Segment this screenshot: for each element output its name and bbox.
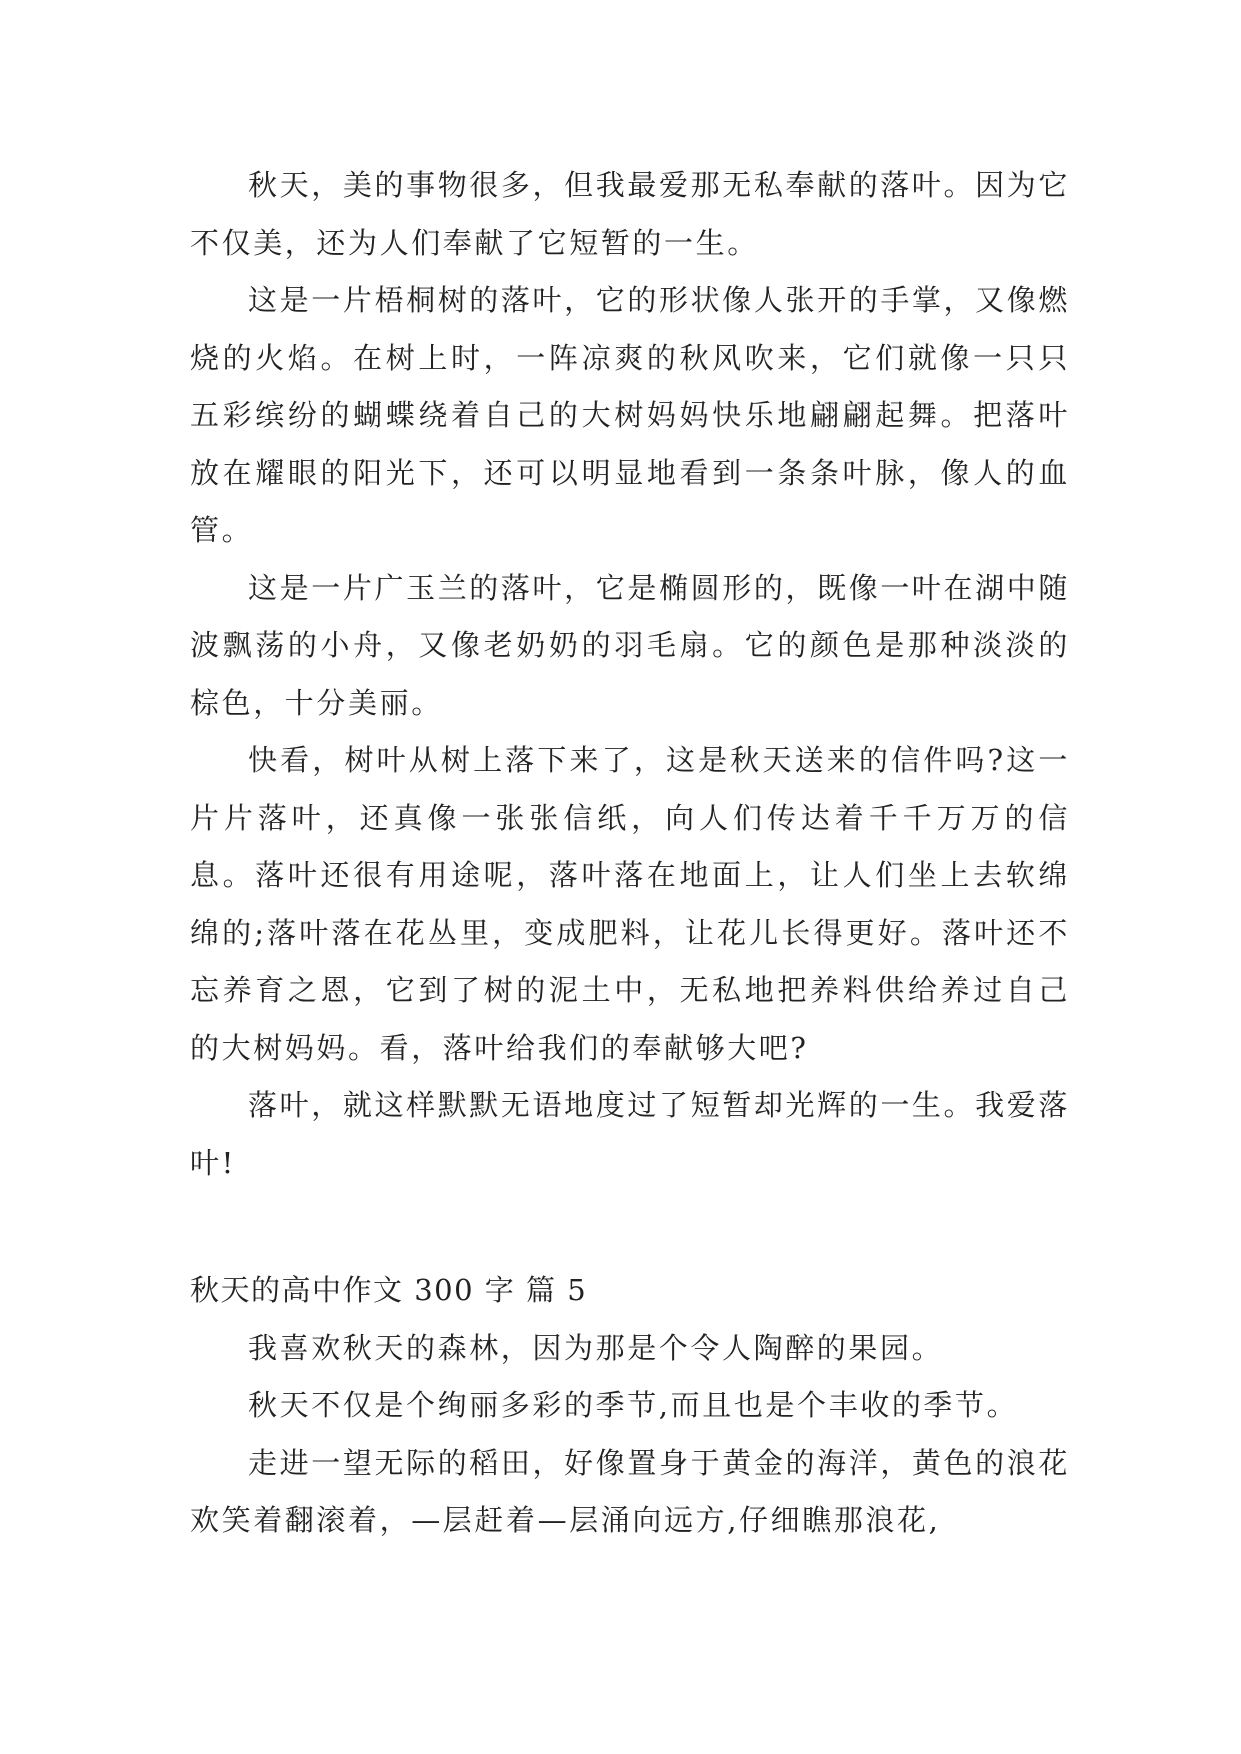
paragraph: 秋天不仅是个绚丽多彩的季节,而且也是个丰收的季节。	[248, 1388, 1019, 1422]
paragraph: 我喜欢秋天的森林，因为那是个令人陶醉的果园。	[248, 1330, 944, 1365]
paragraph: 快看，树叶从树上落下来了，这是秋天送来的信件吗?这一片片落叶，还真像一张张信纸，向人们传达着千千万万的信息。落叶还很有用途呢，落叶落在地面上，让人们坐上去软绵绵的;落叶落在花丛里，变成肥料，让花儿长得更好。落叶还不忘养育之恩，它到了树的泥土中，无私地把养料供给养过自己的大树妈妈。看，落叶给我们的奉献够大吧?	[190, 743, 1070, 1065]
essay-section-5	[190, 1262, 1070, 1550]
paragraph: 秋天，美的事物很多，但我最爱那无私奉献的落叶。因为它不仅美，还为人们奉献了它短暂的一生。	[190, 168, 1070, 260]
section-heading: 秋天的高中作文 300 字 篇 5	[190, 1273, 588, 1307]
paragraph: 这是一片广玉兰的落叶，它是椭圆形的，既像一叶在湖中随波飘荡的小舟，又像老奶奶的羽毛扇。它的颜色是那种淡淡的棕色，十分美丽。	[190, 570, 1070, 720]
paragraph: 这是一片梧桐树的落叶，它的形状像人张开的手掌，又像燃烧的火焰。在树上时，一阵凉爽的秋风吹来，它们就像一只只五彩缤纷的蝴蝶绕着自己的大树妈妈快乐地翩翩起舞。把落叶放在耀眼的阳光下，还可以明显地看到一条条叶脉，像人的血管。	[190, 283, 1070, 547]
paragraph: 走进一望无际的稻田，好像置身于黄金的海洋，黄色的浪花欢笑着翻滚着，—层赶着—层涌向远方,仔细瞧那浪花,	[190, 1445, 1070, 1537]
essay-body-top	[190, 157, 1070, 1192]
paragraph: 落叶，就这样默默无语地度过了短暂却光辉的一生。我爱落叶!	[190, 1088, 1070, 1180]
